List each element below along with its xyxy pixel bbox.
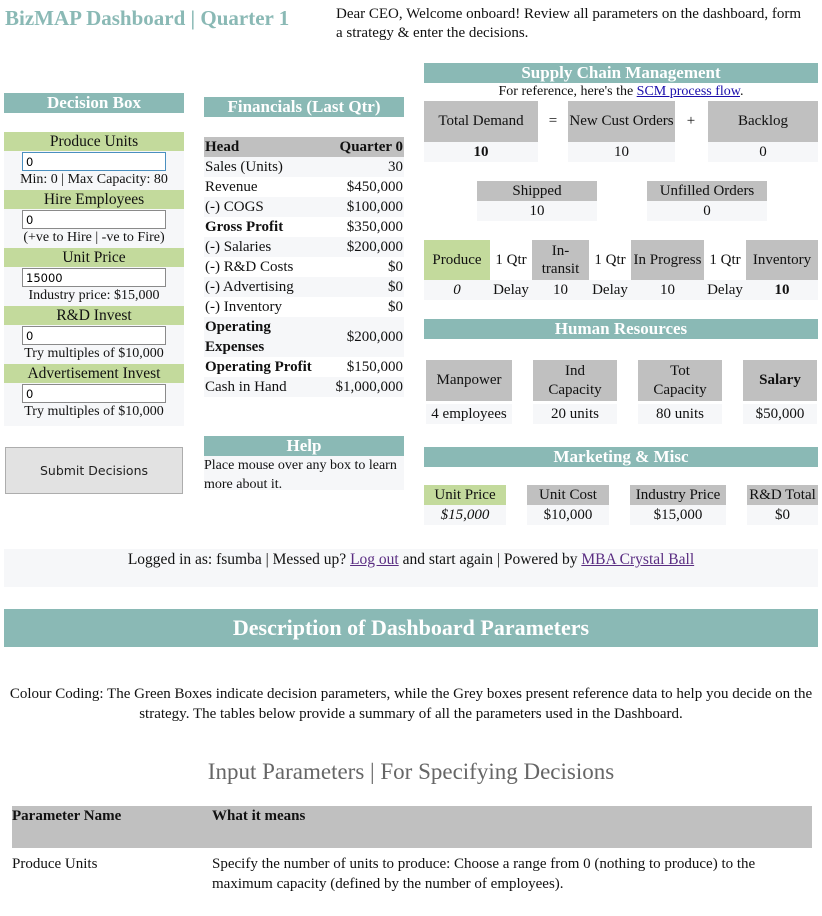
scm-header: Supply Chain Management [424, 63, 818, 83]
salary-value: $50,000 [743, 404, 817, 424]
advertisement-invest-hint: Try multiples of $10,000 [24, 404, 164, 419]
unit-cost-value: $10,000 [527, 505, 609, 525]
shipped-value: 10 [477, 201, 597, 221]
row-value: $350,000 [346, 219, 403, 235]
produce-units-input[interactable] [22, 152, 166, 171]
inventory-value: 10 [746, 280, 818, 300]
help-header: Help [204, 436, 404, 456]
row-value: $0 [388, 299, 403, 315]
backlog-value: 0 [708, 142, 818, 162]
footer-bar [4, 549, 818, 587]
manpower-value: 4 employees [426, 404, 512, 424]
colour-coding-text: Colour Coding: The Green Boxes indicate decision parameters, while the Grey boxes present reference data to help you decide on the strategy. The tables below provide a summary of all the parameters used in the Dashboard. [9, 686, 813, 722]
produce-units-hint: Min: 0 | Max Capacity: 80 [20, 172, 168, 187]
delay-qtr-2: 1 Qtr [594, 251, 626, 268]
delay-qtr-1: 1 Qtr [495, 251, 527, 268]
table-row [204, 217, 404, 237]
decision-box-header: Decision Box [4, 93, 184, 113]
plus-sign: + [686, 113, 696, 129]
table-row [204, 357, 404, 377]
row-head: (-) Advertising [204, 277, 316, 297]
row-value: 30 [316, 157, 404, 177]
rd-invest-hint: Try multiples of $10,000 [24, 346, 164, 361]
in-progress-label: In Progress [631, 240, 704, 280]
delay-label-2: Delay [589, 280, 631, 300]
logout-link[interactable]: Log out [350, 551, 399, 568]
row-value: $150,000 [346, 359, 403, 375]
ind-capacity-label: Ind Capacity [533, 360, 617, 401]
row-head: (-) R&D Costs [205, 259, 294, 275]
row-head: (-) COGS [204, 197, 316, 217]
unit-price-hint: Industry price: $15,000 [28, 288, 160, 303]
hire-employees-label: Hire Employees [4, 190, 184, 209]
in-progress-value: 10 [631, 280, 704, 300]
mba-crystal-ball-link[interactable]: MBA Crystal Ball [581, 551, 695, 568]
equals-sign: = [548, 113, 558, 129]
table-row [12, 848, 812, 894]
in-transit-label: In-transit [532, 240, 589, 280]
row-value: $0 [388, 259, 403, 275]
row-value: $0 [316, 277, 404, 297]
column-quarter: Quarter 0 [316, 137, 404, 157]
parameters-table [12, 806, 812, 894]
parameter-name: Produce Units [12, 856, 98, 872]
row-head: (-) Salaries [204, 237, 316, 257]
unfilled-orders-label: Unfilled Orders [647, 181, 767, 201]
unit-price-label: Unit Price [4, 248, 184, 267]
total-demand-label: Total Demand [424, 101, 538, 142]
decision-field-produce-units [4, 132, 184, 190]
scm-reference-text: For reference, here's the [498, 84, 637, 99]
parameter-meaning: Specify the number of units to produce: Choose a range from 0 (nothing to produce) to the maximum capacity (defined by the number of employees). [212, 856, 756, 892]
decision-box-panel [4, 132, 184, 426]
advertisement-invest-label: Advertisement Invest [4, 364, 184, 383]
salary-label: Salary [743, 360, 817, 401]
ind-capacity-value: 20 units [533, 404, 617, 424]
input-parameters-title: Input Parameters | For Specifying Decisions [207, 759, 615, 784]
column-head: Head [204, 137, 316, 157]
in-transit-value: 10 [532, 280, 589, 300]
scm-process-flow-link[interactable]: SCM process flow [636, 84, 740, 99]
table-row [204, 377, 404, 397]
table-row [204, 237, 404, 257]
rd-total-value: $0 [747, 505, 818, 525]
inventory-label: Inventory [746, 240, 818, 280]
decision-field-rd-invest [4, 306, 184, 364]
row-head: Gross Profit [205, 219, 284, 235]
table-row [204, 157, 404, 177]
financials-header: Financials (Last Qtr) [204, 97, 404, 117]
delay-label-1: Delay [490, 280, 532, 300]
decision-field-advertisement-invest [4, 364, 184, 422]
rd-invest-label: R&D Invest [4, 306, 184, 325]
unit-price-input[interactable] [22, 268, 166, 287]
table-row [204, 177, 404, 197]
table-row [204, 197, 404, 217]
marketing-header: Marketing & Misc [424, 447, 818, 467]
footer-middle-text: and start again | Powered by [398, 551, 582, 568]
row-value: $1,000,000 [316, 377, 404, 397]
decision-field-hire-employees [4, 190, 184, 248]
mkt-unit-price-value: $15,000 [424, 505, 506, 525]
financials-header-row [204, 137, 404, 157]
financials-table [204, 137, 404, 397]
produce-units-label: Produce Units [4, 132, 184, 151]
column-what-it-means: What it means [212, 806, 812, 848]
row-value: $200,000 [316, 237, 404, 257]
hire-employees-hint: (+ve to Hire | -ve to Fire) [23, 230, 165, 245]
mkt-unit-price-label: Unit Price [424, 485, 506, 505]
submit-decisions-button[interactable]: Submit Decisions [5, 447, 183, 494]
description-header: Description of Dashboard Parameters [4, 609, 818, 647]
tot-capacity-label: Tot Capacity [638, 360, 722, 401]
row-head: Operating Profit [205, 359, 312, 375]
industry-price-value: $15,000 [630, 505, 726, 525]
row-head: Revenue [205, 179, 258, 195]
table-row [204, 297, 404, 317]
manpower-label: Manpower [426, 360, 512, 401]
help-text: Place mouse over any box to learn more about it. [204, 456, 404, 490]
hr-header: Human Resources [424, 319, 818, 339]
row-value: $200,000 [316, 317, 404, 357]
row-head: Cash in Hand [204, 377, 316, 397]
scm-reference-period: . [739, 84, 744, 99]
table-row [204, 257, 404, 277]
table-row [204, 317, 404, 357]
unit-cost-label: Unit Cost [527, 485, 609, 505]
row-value: $450,000 [346, 179, 403, 195]
row-head: Sales (Units) [204, 157, 316, 177]
rd-total-label: R&D Total [747, 485, 818, 505]
total-demand-value: 10 [424, 142, 538, 162]
app-title: BizMAP Dashboard | Quarter 1 [5, 6, 290, 30]
produce-label: Produce [424, 240, 490, 280]
rd-invest-input[interactable] [22, 326, 166, 345]
produce-value: 0 [424, 280, 490, 300]
delay-qtr-3: 1 Qtr [709, 251, 741, 268]
unfilled-orders-value: 0 [647, 201, 767, 221]
backlog-label: Backlog [708, 101, 818, 142]
scm-reference [424, 83, 818, 101]
welcome-message: Dear CEO, Welcome onboard! Review all parameters on the dashboard, form a strategy & enter the decisions. [336, 6, 802, 41]
industry-price-label: Industry Price [630, 485, 726, 505]
decision-field-unit-price [4, 248, 184, 306]
new-cust-orders-label: New Cust Orders [568, 101, 675, 142]
new-cust-orders-value: 10 [568, 142, 675, 162]
shipped-label: Shipped [477, 181, 597, 201]
delay-label-3: Delay [704, 280, 746, 300]
advertisement-invest-input[interactable] [22, 384, 166, 403]
row-head: Operating Expenses [204, 317, 316, 357]
parameters-header-row [12, 806, 812, 848]
hire-employees-input[interactable] [22, 210, 166, 229]
logged-in-text: Logged in as: fsumba | Messed up? [127, 551, 351, 568]
table-row [204, 277, 404, 297]
column-parameter-name: Parameter Name [12, 806, 212, 848]
tot-capacity-value: 80 units [638, 404, 722, 424]
row-value: $100,000 [316, 197, 404, 217]
row-head: (-) Inventory [205, 299, 283, 315]
